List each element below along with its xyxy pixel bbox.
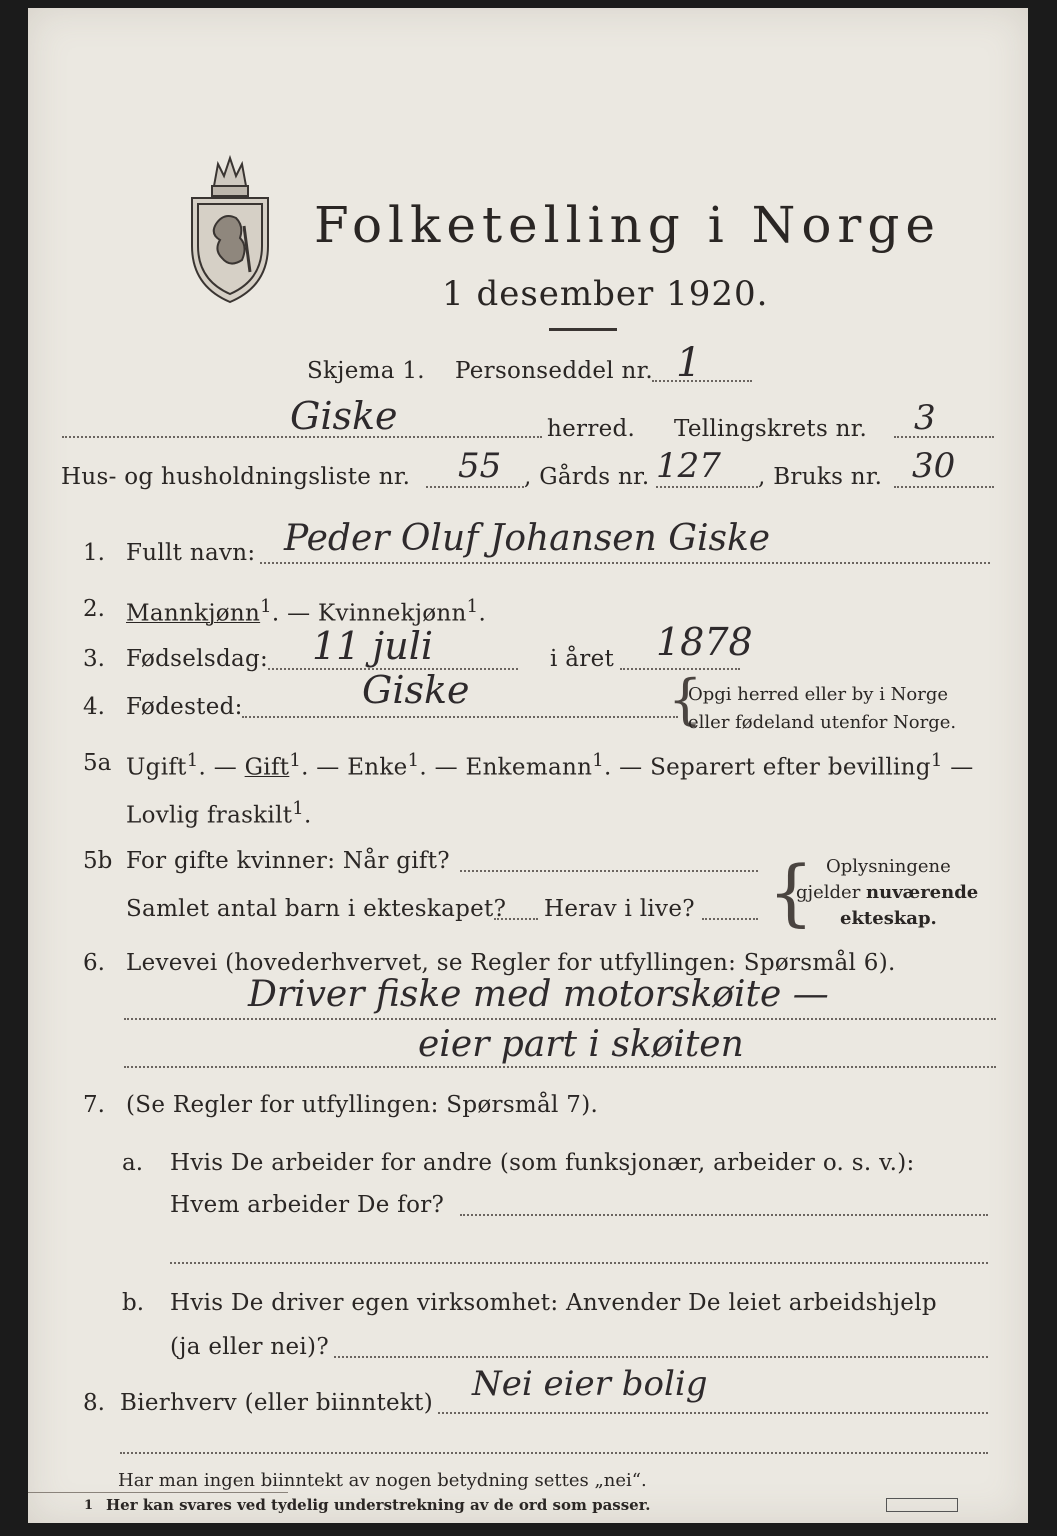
gards-value: 127 [656, 446, 721, 486]
q7b-letter: b. [122, 1290, 145, 1316]
q6-number: 6. [83, 950, 105, 976]
q7a-question: Hvis De arbeider for andre (som funksjonær, arbeider o. s. v.): [170, 1150, 915, 1176]
bruks-label: , Bruks nr. [758, 464, 883, 490]
marriage-note-brace: { [768, 850, 814, 934]
herred-label: herred. [547, 416, 636, 442]
side-income-note: Har man ingen biinntekt av nogen betydning settes „nei“. [118, 1470, 647, 1491]
gards-field[interactable] [656, 486, 758, 488]
q7b-question: Hvis De driver egen virksomhet: Anvender De leiet arbeidshjelp [170, 1290, 937, 1316]
census-date: 1 desember 1920. [442, 274, 769, 314]
form-title: Folketelling i Norge [314, 196, 941, 254]
birthplace-note-line1: Opgi herred eller by i Norge [688, 684, 949, 705]
birthday-label: Fødselsdag: [126, 646, 269, 672]
marriage-note-line3: ekteskap. [840, 908, 937, 929]
full-name-value: Peder Oluf Johansen Giske [284, 518, 771, 559]
occupation-label: Levevei (hovederhvervet, se Regler for utfyllingen: Spørsmål 6). [126, 950, 896, 976]
occupation-value-line1: Driver fiske med motorskøite — [248, 974, 829, 1015]
separated-option[interactable]: Separert efter bevilling [650, 754, 931, 781]
personseddel-label: Personseddel nr. [455, 358, 654, 384]
occupation-value-line2: eier part i skøiten [418, 1024, 744, 1065]
q5a-number: 5a [83, 750, 112, 776]
q1-number: 1. [83, 540, 105, 566]
marriage-note-line1: Oplysningene [826, 856, 951, 877]
divorced-option-line: Lovlig fraskilt$^1$. [126, 798, 312, 829]
q7a-letter: a. [122, 1150, 144, 1176]
side-income-label: Bierhverv (eller biinntekt) [120, 1390, 433, 1416]
female-option[interactable]: Kvinnekjønn [318, 600, 467, 627]
herred-value: Giske [290, 394, 398, 438]
children-alive-label: Herav i live? [544, 896, 695, 922]
skjema-label: Skjema 1. [307, 358, 425, 384]
q8-number: 8. [83, 1390, 105, 1416]
gender-options: Mannkjønn$^1$. — Kvinnekjønn$^1$. [126, 596, 487, 627]
bruks-field[interactable] [894, 486, 994, 488]
personseddel-field[interactable] [652, 380, 752, 382]
full-name-label: Fullt navn: [126, 540, 256, 566]
q3-number: 3. [83, 646, 105, 672]
side-income-field[interactable] [438, 1412, 988, 1414]
hired-help-label: (ja eller nei)? [170, 1334, 329, 1360]
personseddel-value: 1 [676, 340, 702, 386]
married-when-field[interactable] [460, 870, 758, 872]
birthplace-field[interactable] [242, 716, 678, 718]
unmarried-option[interactable]: Ugift [126, 754, 187, 781]
tellingskrets-field[interactable] [894, 436, 994, 438]
gards-label: , Gårds nr. [524, 464, 650, 490]
birth-year-label: i året [550, 646, 615, 672]
birthplace-label: Fødested: [126, 694, 243, 720]
divorced-option[interactable]: Lovlig fraskilt [126, 802, 293, 829]
occupation-field-line2[interactable] [124, 1066, 996, 1068]
full-name-field[interactable] [260, 562, 990, 564]
footnote-text: Her kan svares ved tydelig understrekning av de ord som passer. [106, 1496, 651, 1514]
children-total-label: Samlet antal barn i ekteskapet? [126, 896, 507, 922]
q2-number: 2. [83, 596, 105, 622]
employer-field[interactable] [460, 1214, 988, 1216]
married-option[interactable]: Gift [244, 754, 290, 781]
bruks-value: 30 [912, 446, 956, 486]
birth-year-value: 1878 [656, 620, 753, 664]
widow-option[interactable]: Enke [347, 754, 408, 781]
q5b-number: 5b [83, 848, 113, 874]
footnote-divider [28, 1492, 288, 1493]
occupation-field-line1[interactable] [124, 1018, 996, 1020]
male-option[interactable]: Mannkjønn [126, 600, 261, 627]
footnote-mark: 1 [84, 1498, 94, 1513]
birthday-value: 11 juli [312, 624, 433, 668]
tellingskrets-label: Tellingskrets nr. [674, 416, 868, 442]
hus-value: 55 [458, 446, 502, 486]
q4-number: 4. [83, 694, 105, 720]
census-form-sheet [28, 8, 1028, 1523]
title-divider [549, 328, 617, 331]
tellingskrets-value: 3 [914, 398, 936, 438]
marriage-note-line2: gjelder nuværende [796, 882, 979, 903]
norwegian-coat-of-arms-icon [184, 146, 276, 306]
birthplace-value: Giske [362, 668, 470, 712]
children-alive-field[interactable] [702, 918, 758, 920]
side-income-field-line2[interactable] [120, 1452, 988, 1454]
marital-status-options: Ugift$^1$. — Gift$^1$. — Enke$^1$. — Enkemann$^1$. — Separert efter bevilling$^1$ — [126, 750, 974, 781]
printer-stamp-icon [886, 1498, 958, 1512]
employer-label: Hvem arbeider De for? [170, 1192, 445, 1218]
q7-label: (Se Regler for utfyllingen: Spørsmål 7). [126, 1092, 599, 1118]
employer-field-line2[interactable] [170, 1262, 988, 1264]
widower-option[interactable]: Enkemann [465, 754, 593, 781]
side-income-value: Nei eier bolig [472, 1364, 708, 1404]
birthplace-note-line2: eller fødeland utenfor Norge. [688, 712, 957, 733]
children-total-field[interactable] [494, 918, 538, 920]
q7-number: 7. [83, 1092, 105, 1118]
hus-field[interactable] [426, 486, 524, 488]
birthplace-note-brace: { [668, 668, 703, 731]
married-when-label: For gifte kvinner: Når gift? [126, 848, 450, 874]
hired-help-field[interactable] [334, 1356, 988, 1358]
hus-label: Hus- og husholdningsliste nr. [61, 464, 411, 490]
